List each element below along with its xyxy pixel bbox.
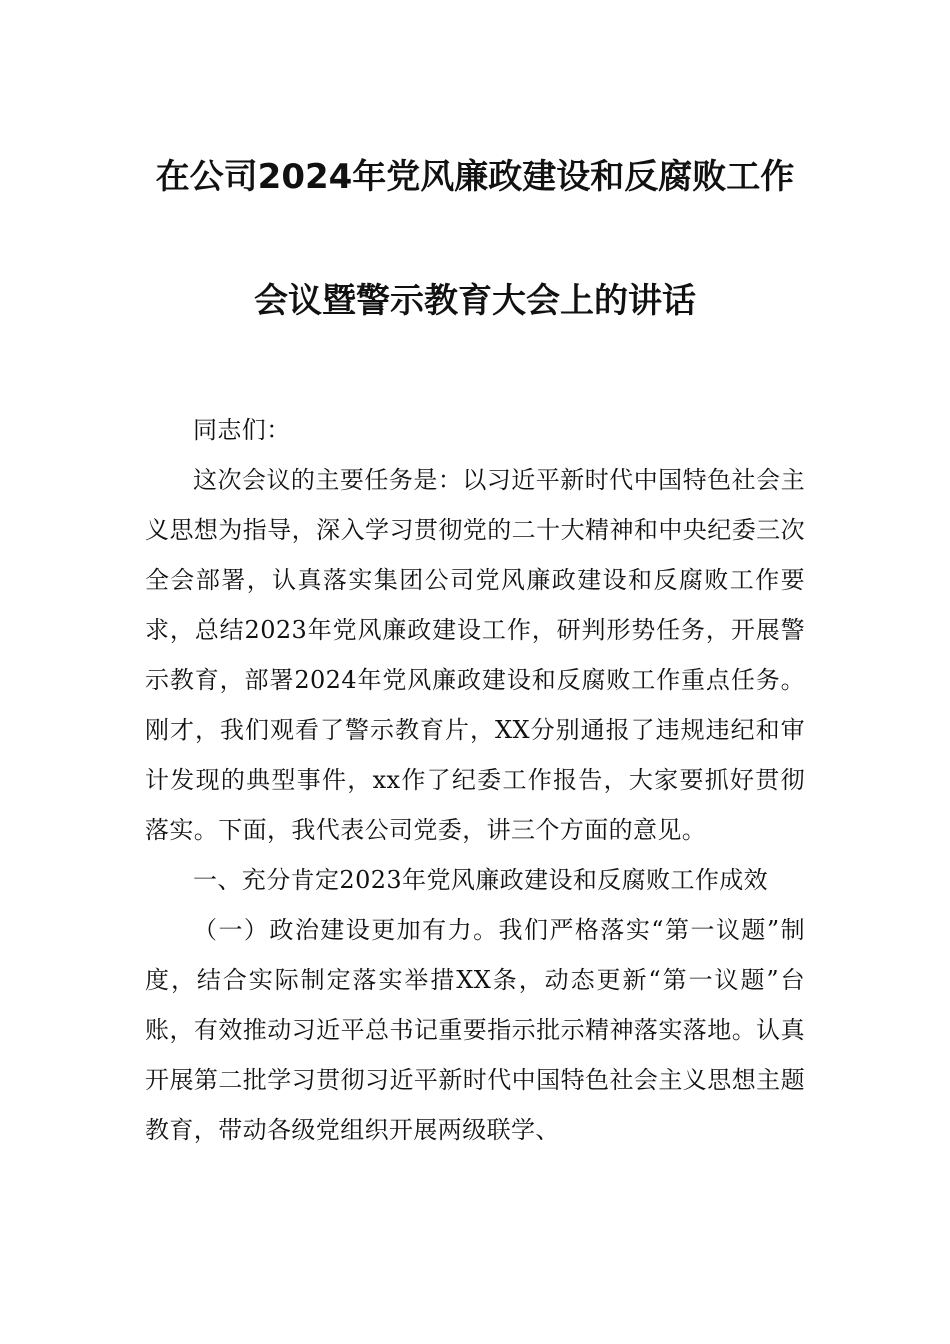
paragraph-intro: 这次会议的主要任务是：以习近平新时代中国特色社会主义思想为指导，深入学习贯彻党的二十大精神和中央纪委三次全会部署，认真落实集团公司党风廉政建设和反腐败工作要求，总结2023年党风廉政建设工作，研判形势任务，开展警示教育，部署2024年党风廉政建设和反腐败工作重点任务。刚才，我们观看了警示教育片，XX分别通报了违规违纪和审计发现的典型事件，xx作了纪委工作报告，大家要抓好贯彻落实。下面，我代表公司党委，讲三个方面的意见。 <box>145 466 805 844</box>
document-body <box>145 405 805 1155</box>
document-title-line-1: 在公司2024年党风廉政建设和反腐败工作 <box>155 157 795 197</box>
document-title-line-2: 会议暨警示教育大会上的讲话 <box>254 281 696 321</box>
section-heading-1: 一、充分肯定2023年党风廉政建设和反腐败工作成效 <box>193 866 769 894</box>
greeting: 同志们： <box>193 416 291 444</box>
paragraph-political-building: （一）政治建设更加有力。我们严格落实“第一议题”制度，结合实际制定落实举措XX条，动态更新“第一议题”台账，有效推动习近平总书记重要指示批示精神落实落地。认真开展第二批学习贯彻习近平新时代中国特色社会主义思想主题教育，带动各级党组织开展两级联学、 <box>145 916 805 1144</box>
